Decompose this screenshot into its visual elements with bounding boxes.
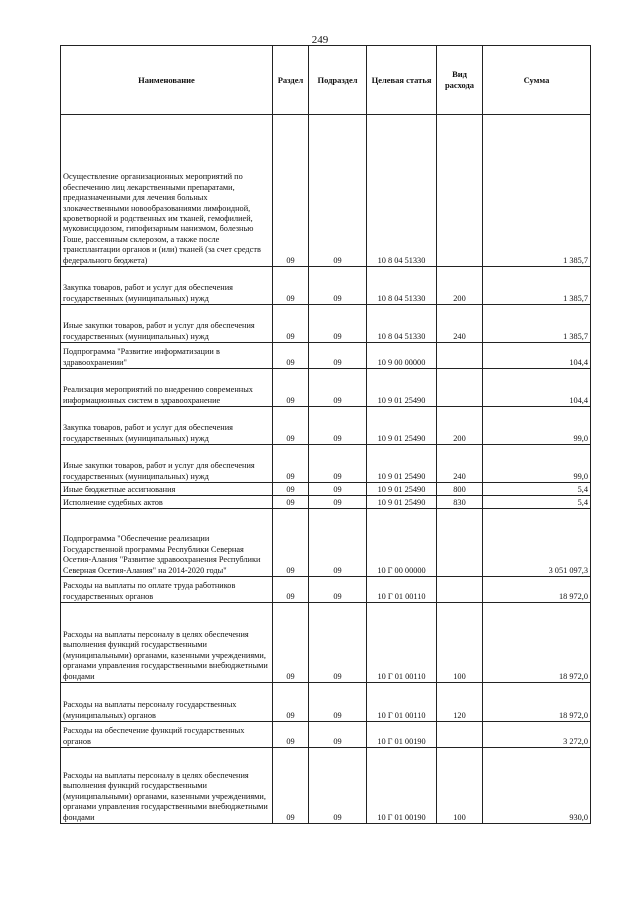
row-section-cell: 09 (273, 305, 309, 343)
row-section-cell: 09 (273, 603, 309, 683)
row-subsection-cell: 09 (309, 577, 367, 603)
table-row (61, 496, 591, 509)
row-target-cell: 10 Г 00 00000 (367, 509, 437, 577)
row-expense-type-cell: 200 (437, 267, 483, 305)
table-row (61, 305, 591, 343)
row-section-cell: 09 (273, 445, 309, 483)
row-target-cell: 10 Г 01 00110 (367, 683, 437, 722)
row-target-cell: 10 8 04 51330 (367, 115, 437, 267)
row-amount-cell: 5,4 (483, 483, 591, 496)
row-name-cell: Закупка товаров, работ и услуг для обеспечения государственных (муниципальных) нужд (61, 407, 273, 445)
row-target-cell: 10 9 01 25490 (367, 496, 437, 509)
header-subsection: Подраздел (309, 46, 367, 115)
row-target-cell: 10 8 04 51330 (367, 267, 437, 305)
row-target-cell: 10 Г 01 00190 (367, 748, 437, 824)
row-name-cell: Осуществление организационных мероприятий по обеспечению лиц лекарственными препаратами, предназначенными для лечения больных злокачественными новообразованиями лимфоидной, кроветворной и родственных им тканей, гемофилией, муковисцидозом, гипофизарным нанизмом, болезнью Гоше, рассеянным склерозом, а также после трансплантации органов и (или) тканей (за счет средств федерального бюджета) (61, 115, 273, 267)
row-expense-type-cell (437, 509, 483, 577)
row-section-cell: 09 (273, 683, 309, 722)
table-row (61, 369, 591, 407)
row-section-cell: 09 (273, 369, 309, 407)
row-subsection-cell: 09 (309, 407, 367, 445)
header-section: Раздел (273, 46, 309, 115)
row-amount-cell: 930,0 (483, 748, 591, 824)
row-expense-type-cell: 120 (437, 683, 483, 722)
row-section-cell: 09 (273, 115, 309, 267)
header-name: Наименование (61, 46, 273, 115)
row-section-cell: 09 (273, 267, 309, 305)
row-amount-cell: 104,4 (483, 343, 591, 369)
budget-table (60, 45, 591, 824)
row-subsection-cell: 09 (309, 267, 367, 305)
row-amount-cell: 1 385,7 (483, 115, 591, 267)
row-section-cell: 09 (273, 577, 309, 603)
row-amount-cell: 1 385,7 (483, 267, 591, 305)
row-amount-cell: 1 385,7 (483, 305, 591, 343)
row-expense-type-cell (437, 115, 483, 267)
row-expense-type-cell: 100 (437, 603, 483, 683)
row-target-cell: 10 9 00 00000 (367, 343, 437, 369)
row-expense-type-cell (437, 577, 483, 603)
row-name-cell: Расходы на выплаты по оплате труда работников государственных органов (61, 577, 273, 603)
row-section-cell: 09 (273, 722, 309, 748)
row-name-cell: Расходы на выплаты персоналу государственных (муниципальных) органов (61, 683, 273, 722)
table-row (61, 603, 591, 683)
row-subsection-cell: 09 (309, 483, 367, 496)
table-row (61, 748, 591, 824)
row-name-cell: Иные бюджетные ассигнования (61, 483, 273, 496)
row-expense-type-cell: 100 (437, 748, 483, 824)
row-amount-cell: 3 272,0 (483, 722, 591, 748)
row-subsection-cell: 09 (309, 722, 367, 748)
row-section-cell: 09 (273, 343, 309, 369)
row-expense-type-cell (437, 369, 483, 407)
row-expense-type-cell (437, 722, 483, 748)
row-expense-type-cell: 200 (437, 407, 483, 445)
row-amount-cell: 5,4 (483, 496, 591, 509)
row-expense-type-cell: 800 (437, 483, 483, 496)
table-row (61, 267, 591, 305)
row-section-cell: 09 (273, 483, 309, 496)
row-expense-type-cell: 240 (437, 445, 483, 483)
row-target-cell: 10 8 04 51330 (367, 305, 437, 343)
row-subsection-cell: 09 (309, 748, 367, 824)
table-row (61, 115, 591, 267)
row-subsection-cell: 09 (309, 683, 367, 722)
row-amount-cell: 99,0 (483, 445, 591, 483)
row-section-cell: 09 (273, 407, 309, 445)
row-target-cell: 10 9 01 25490 (367, 369, 437, 407)
row-expense-type-cell (437, 343, 483, 369)
table-row (61, 577, 591, 603)
row-subsection-cell: 09 (309, 115, 367, 267)
row-expense-type-cell: 240 (437, 305, 483, 343)
row-name-cell: Подпрограмма "Обеспечение реализации Государственной программы Республики Северная Осетия-Алания "Развитие здравоохранения Республики Северная Осетия-Алания" на 2014-2020 годы" (61, 509, 273, 577)
row-target-cell: 10 Г 01 00190 (367, 722, 437, 748)
header-amount: Сумма (483, 46, 591, 115)
table-row (61, 722, 591, 748)
row-subsection-cell: 09 (309, 305, 367, 343)
row-subsection-cell: 09 (309, 445, 367, 483)
row-amount-cell: 3 051 097,3 (483, 509, 591, 577)
row-target-cell: 10 9 01 25490 (367, 445, 437, 483)
row-amount-cell: 18 972,0 (483, 683, 591, 722)
row-amount-cell: 104,4 (483, 369, 591, 407)
row-expense-type-cell: 830 (437, 496, 483, 509)
row-name-cell: Иные закупки товаров, работ и услуг для обеспечения государственных (муниципальных) нужд (61, 445, 273, 483)
row-subsection-cell: 09 (309, 343, 367, 369)
row-subsection-cell: 09 (309, 603, 367, 683)
row-name-cell: Исполнение судебных актов (61, 496, 273, 509)
table-row (61, 509, 591, 577)
header-expense-type: Вид расхода (437, 46, 483, 115)
row-section-cell: 09 (273, 509, 309, 577)
table-row (61, 483, 591, 496)
row-subsection-cell: 09 (309, 509, 367, 577)
row-target-cell: 10 Г 01 00110 (367, 603, 437, 683)
page-number: 249 (311, 34, 329, 46)
row-name-cell: Подпрограмма "Развитие информатизации в здравоохранении" (61, 343, 273, 369)
row-name-cell: Закупка товаров, работ и услуг для обеспечения государственных (муниципальных) нужд (61, 267, 273, 305)
row-name-cell: Реализация мероприятий по внедрению современных информационных систем в здравоохранение (61, 369, 273, 407)
row-amount-cell: 18 972,0 (483, 603, 591, 683)
table-row (61, 445, 591, 483)
table-header-row (61, 46, 591, 115)
row-target-cell: 10 9 01 25490 (367, 483, 437, 496)
table-row (61, 343, 591, 369)
row-target-cell: 10 9 01 25490 (367, 407, 437, 445)
header-target: Целевая статья (367, 46, 437, 115)
row-section-cell: 09 (273, 748, 309, 824)
row-amount-cell: 99,0 (483, 407, 591, 445)
row-name-cell: Иные закупки товаров, работ и услуг для обеспечения государственных (муниципальных) нужд (61, 305, 273, 343)
row-subsection-cell: 09 (309, 369, 367, 407)
row-name-cell: Расходы на выплаты персоналу в целях обеспечения выполнения функций государственными (муниципальными) органами, казенными учреждениями, органами управления государственными внебюджетными фондами (61, 748, 273, 824)
row-subsection-cell: 09 (309, 496, 367, 509)
row-section-cell: 09 (273, 496, 309, 509)
row-amount-cell: 18 972,0 (483, 577, 591, 603)
table-row (61, 683, 591, 722)
row-name-cell: Расходы на выплаты персоналу в целях обеспечения выполнения функций государственными (муниципальными) органами, казенными учреждениями, органами управления государственными внебюджетными фондами (61, 603, 273, 683)
row-name-cell: Расходы на обеспечение функций государственных органов (61, 722, 273, 748)
table-row (61, 407, 591, 445)
row-target-cell: 10 Г 01 00110 (367, 577, 437, 603)
